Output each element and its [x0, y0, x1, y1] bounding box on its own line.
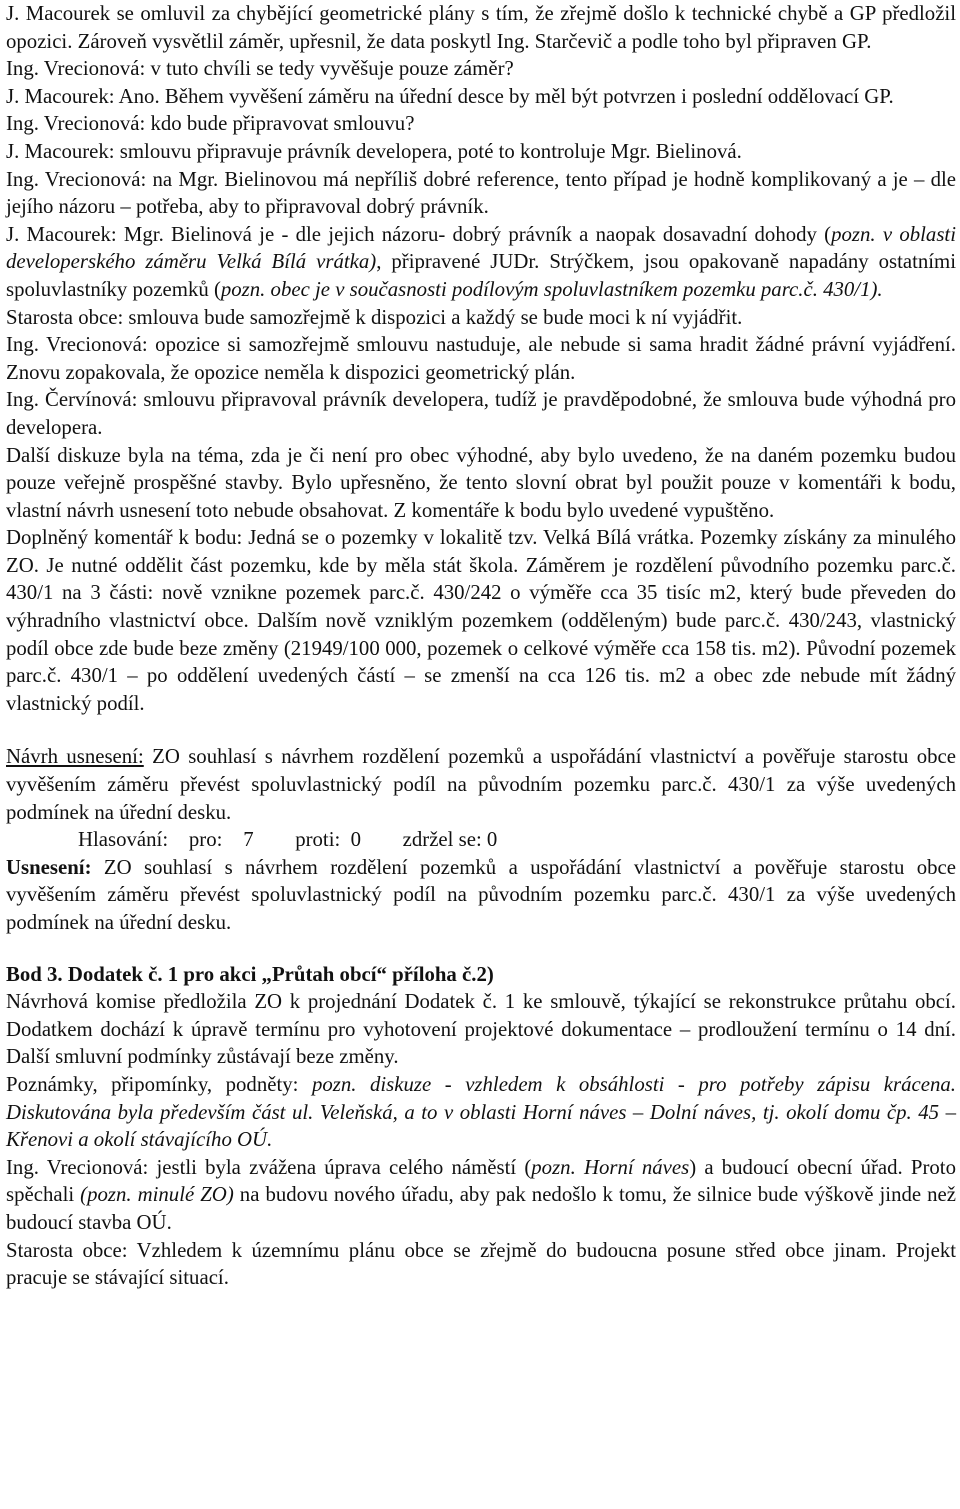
- proposal-text: ZO souhlasí s návrhem rozdělení pozemků a uspořádání vlastnictví a pověřuje starostu obce vyvěšením záměru převést spoluvlastnický podíl na původním pozemku parc.č. 430/1 za výše uvedených podmínek na úřední desku.: [6, 745, 956, 824]
- paragraph: [6, 442, 956, 525]
- text-run: Poznámky, připomínky, podněty:: [6, 1072, 312, 1096]
- vote-result: Hlasování: pro: 7 proti: 0 zdržel se: 0: [78, 828, 498, 852]
- paragraph: [6, 1071, 956, 1154]
- text-run: Doplněný komentář k bodu: Jedná se o pozemky v lokalitě tzv. Velká Bílá vrátka. Pozemky získány za minulého ZO. Je nutné oddělit část pozemku, kde by měla stát škola. Záměrem je rozdělení původního pozemku parc.č. 430/1 na 3 části: nově vznikne pozemek parc.č. 430/242 o výměře cca 35 tisíc m2, který bude převeden do výhradního vlastnictví obce. Dalším nově vzniklým pozemkem (odděleným) bude parc.č. 430/243, vlastnický podíl obce zde bude beze změny (21949/100 000, pozemek o celkové výměře cca 158 tis. m2). Původní pozemek parc.č. 430/1 – po oddělení uvedených částí – se zmenší na cca 126 tis. m2 a obec zde nebude mít žádný vlastnický podíl.: [6, 526, 956, 715]
- paragraph: [6, 1237, 956, 1292]
- text-run: Návrhová komise předložila ZO k projednání Dodatek č. 1 ke smlouvě, týkající se rekonstrukce průtahu obcí. Dodatkem dochází k úpravě termínu pro vyhotovení projektové dokumentace – prodloužení termínu o 14 dní. Další smluvní podmínky zůstávají beze změny.: [6, 990, 956, 1069]
- paragraph: [6, 524, 956, 717]
- paragraph: [6, 304, 956, 332]
- text-run: J. Macourek: smlouvu připravuje právník developera, poté to kontroluje Mgr. Bielinová.: [6, 139, 742, 163]
- italic-note: pozn. obec je v současnosti podílovým spoluvlastníkem pozemku parc.č. 430/1).: [220, 277, 883, 301]
- italic-note: pozn. v oblasti developerského záměru Velká Bílá vrátka): [6, 222, 956, 274]
- text-run: Ing. Vrecionová: v tuto chvíli se tedy vyvěšuje pouze záměr?: [6, 57, 514, 81]
- proposal-label: Návrh usnesení:: [6, 745, 144, 769]
- paragraph: [6, 1154, 956, 1237]
- paragraph: [6, 55, 956, 83]
- section-heading: [6, 961, 956, 989]
- text-run: J. Macourek: Mgr. Bielinová je - dle jejich názoru- dobrý právník a naopak dosavadní dohody (: [6, 222, 832, 246]
- text-run: Starosta obce: smlouva bude samozřejmě k dispozici a každý se bude moci k ní vyjádřit.: [6, 305, 743, 329]
- text-run: Ing. Vrecionová: na Mgr. Bielinovou má nepříliš dobré reference, tento případ je hodně komplikovaný a je – dle jejího názoru – potřeba, aby to připravoval dobrý právník.: [6, 167, 956, 219]
- paragraph: [6, 0, 956, 55]
- resolution-label: Usnesení:: [6, 855, 92, 879]
- paragraph: [6, 331, 956, 386]
- paragraph: [6, 138, 956, 166]
- discussion-text: [6, 0, 956, 717]
- text-run: Ing. Vrecionová: jestli byla zvážena úprava celého náměstí (: [6, 1155, 532, 1179]
- paragraph: [6, 221, 956, 304]
- italic-note: pozn. Horní náves: [531, 1155, 690, 1179]
- resolution-text: ZO souhlasí s návrhem rozdělení pozemků a uspořádání vlastnictví a pověřuje starostu obce vyvěšením záměru převést spoluvlastnický podíl na původním pozemku parc.č. 430/1 za výše uvedených podmínek na úřední desku.: [6, 855, 956, 934]
- paragraph: [6, 386, 956, 441]
- text-run: Ing. Vrecionová: opozice si samozřejmě smlouvu nastuduje, ale nebude si sama hradit žádné právní vyjádření. Znovu zopakovala, že opozice neměla k dispozici geometrický plán.: [6, 333, 956, 384]
- text-run: Další diskuze byla na téma, zda je či není pro obec výhodné, aby bylo uvedeno, že na daném pozemku budou pouze veřejně prospěšné stavby. Bylo upřesněno, že tento slovní obrat byl použit pouze v komentáři k bodu, vlastní návrh usnesení toto nebude obsahovat. Z komentáře k bodu bylo uvedené vypuštěno.: [6, 443, 956, 522]
- text-run: na budovu nového úřadu, aby pak nedošlo k tomu, že silnice bude výškově jinde než budoucí stavba OÚ.: [6, 1183, 956, 1234]
- spacer: [6, 937, 956, 961]
- section-text: [6, 988, 956, 1292]
- paragraph: [6, 83, 956, 111]
- text-run: Ing. Červínová: smlouvu připravoval právník developera, tudíž je pravděpodobné, že smlouva bude výhodná pro developera.: [6, 388, 956, 439]
- text-run: J. Macourek: Ano. Během vyvěšení záměru na úřední desce by měl být potvrzen i poslední oddělovací GP.: [6, 84, 894, 108]
- text-run: J. Macourek se omluvil za chybějící geometrické plány s tím, že zřejmě došlo k technické chybě a GP předložil opozici. Zároveň vysvětlil záměr, upřesnil, že data poskytl Ing. Starčevič a podle toho byl připraven GP.: [6, 2, 956, 53]
- paragraph: [6, 166, 956, 221]
- text-run: Starosta obce: Vzhledem k územnímu plánu obce se zřejmě do budoucna posune střed obce jinam. Projekt pracuje se stávající situací.: [6, 1238, 956, 1290]
- section-heading-text: Bod 3. Dodatek č. 1 pro akci „Průtah obcí“ příloha č.2): [6, 962, 494, 986]
- spacer: [6, 717, 956, 743]
- italic-note: pozn. diskuze - vzhledem k obsáhlosti - pro potřeby zápisu krácena. Diskutována byla především část ul. Veleňská, a to v oblasti Horní náves – Dolní náves, tj. okolí domu čp. 45 – Křenovi a okolí stávajícího OÚ.: [6, 1072, 956, 1152]
- italic-note: (pozn. minulé ZO): [80, 1183, 234, 1207]
- paragraph: [6, 988, 956, 1071]
- paragraph: [6, 110, 956, 138]
- text-run: Ing. Vrecionová: kdo bude připravovat smlouvu?: [6, 112, 415, 136]
- text-run: ) a budoucí obecní úřad. Proto spěchali: [6, 1155, 956, 1207]
- text-run: , připravené JUDr. Strýčkem, jsou opakovaně napadány ostatními spoluvlastníky pozemků (: [6, 250, 956, 301]
- resolution: [6, 854, 956, 937]
- resolution-proposal: [6, 743, 956, 826]
